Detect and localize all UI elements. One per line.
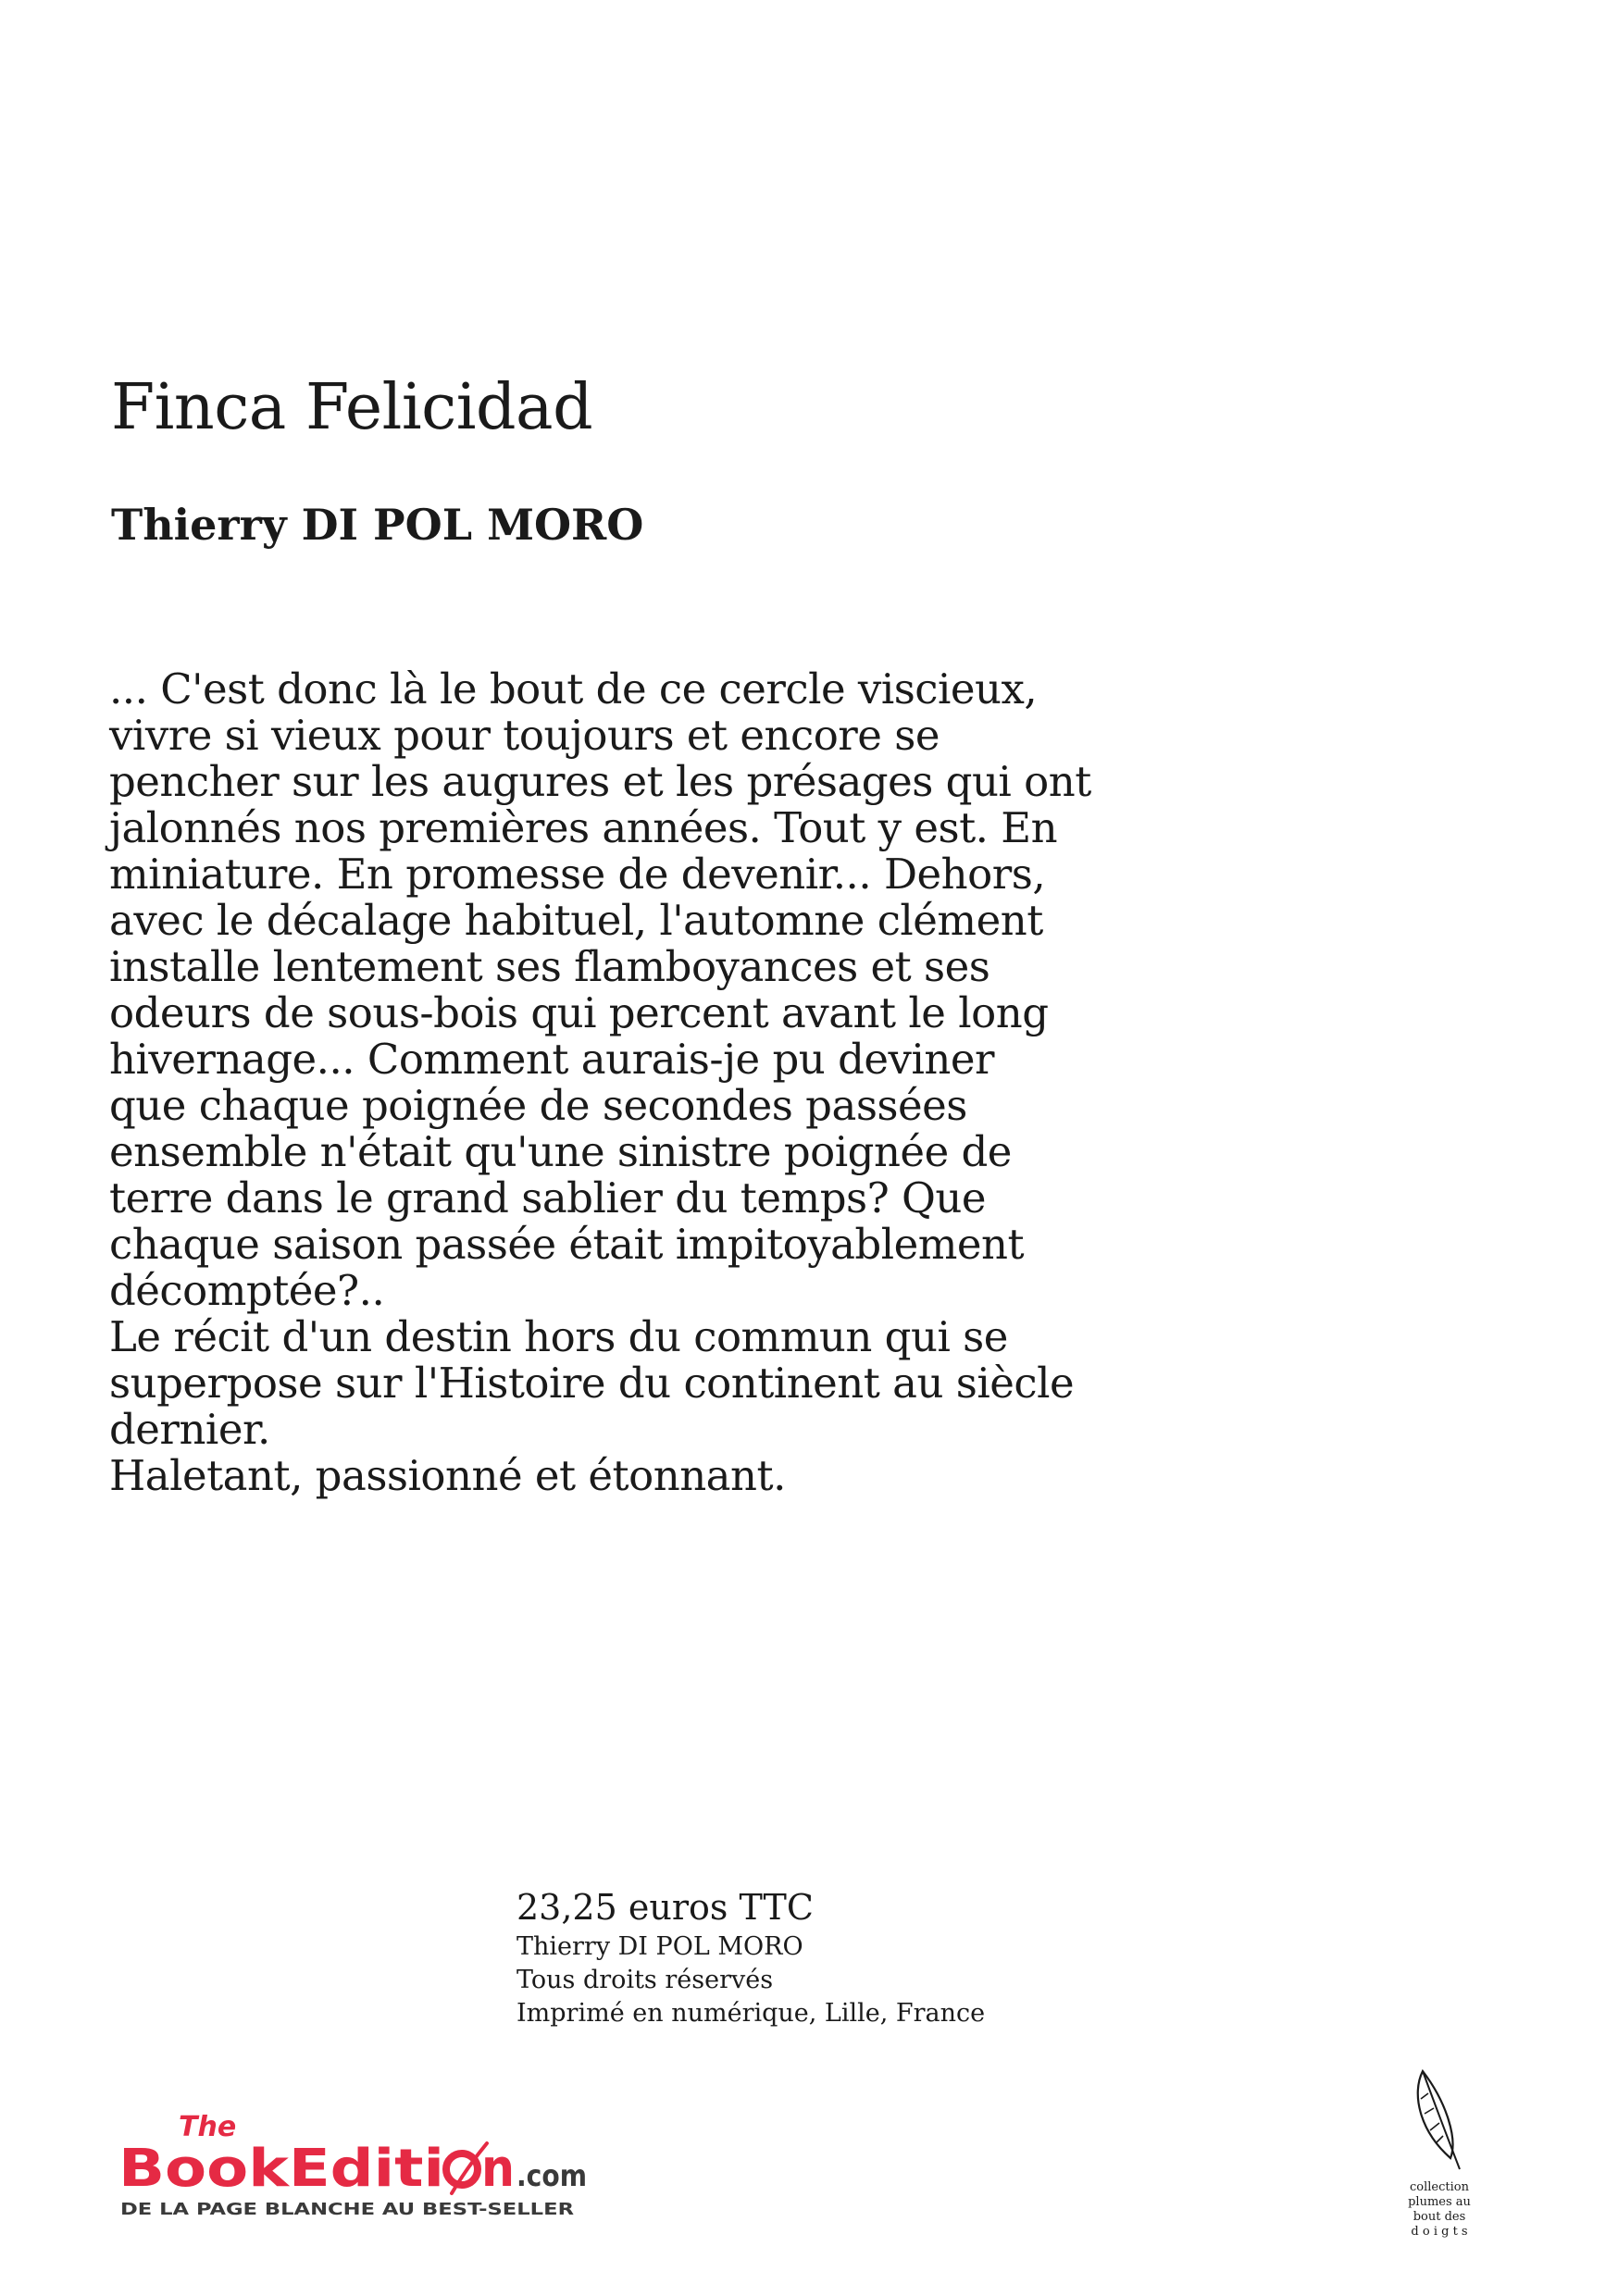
blurb-line: odeurs de sous-bois qui percent avant le long: [109, 988, 1049, 1037]
blurb-line: superpose sur l'Histoire du continent au siècle: [109, 1359, 1075, 1408]
logo-the-text: The: [179, 2111, 237, 2143]
blurb-line: avec le décalage habituel, l'automne clément: [109, 896, 1043, 945]
logo-domain: .com: [517, 2158, 587, 2193]
collection-mark: [1398, 2066, 1481, 2240]
logo-name-suffix: n: [481, 2139, 515, 2199]
blurb-line: ensemble n'était qu'une sinistre poignée de: [109, 1127, 1012, 1176]
blurb-line: Le récit d'un destin hors du commun qui se: [109, 1312, 1008, 1361]
blurb-line: terre dans le grand sablier du temps? Que: [109, 1173, 987, 1222]
imprint-block: [517, 1886, 985, 2030]
blurb-line: décomptée?..: [109, 1266, 385, 1315]
logo-tagline: DE LA PAGE BLANCHE AU BEST-SELLER: [120, 2200, 575, 2219]
blurb-line: jalonnés nos premières années. Tout y est. En: [109, 803, 1058, 852]
rights-notice: Tous droits réservés: [517, 1966, 774, 1994]
blurb-line: que chaque poignée de secondes passées: [109, 1081, 967, 1130]
logo-name-prefix: BookEditi: [118, 2139, 444, 2199]
book-title: Finca Felicidad: [111, 371, 593, 444]
thebookedition-logo: [118, 2110, 674, 2221]
blurb-line: dernier.: [109, 1405, 270, 1454]
price-label: 23,25 euros TTC: [517, 1887, 814, 1928]
blurb-line: hivernage... Comment aurais-je pu deviner: [109, 1035, 994, 1084]
back-cover-blurb: [109, 666, 1238, 1499]
collection-line: plumes au: [1408, 2195, 1471, 2209]
collection-line: d o i g t s: [1411, 2225, 1468, 2239]
blurb-line: ... C'est donc là le bout de ce cercle viscieux,: [109, 664, 1038, 714]
blurb-line: pencher sur les augures et les présages qui ont: [109, 757, 1091, 806]
blurb-line: installe lentement ses flamboyances et ses: [109, 942, 990, 991]
printing-notice: Imprimé en numérique, Lille, France: [517, 1999, 986, 2028]
imprint-author: Thierry DI POL MORO: [517, 1932, 803, 1961]
blurb-line: chaque saison passée était impitoyablement: [109, 1220, 1025, 1269]
collection-line: collection: [1410, 2180, 1469, 2194]
blurb-line: vivre si vieux pour toujours et encore se: [109, 711, 940, 760]
feather-icon: [1402, 2066, 1476, 2177]
blurb-line: miniature. En promesse de devenir... Dehors,: [109, 850, 1046, 899]
blurb-line: Haletant, passionné et étonnant.: [109, 1451, 786, 1500]
collection-text: [1398, 2180, 1481, 2240]
book-author: Thierry DI POL MORO: [111, 500, 644, 550]
collection-line: bout des: [1413, 2210, 1466, 2224]
